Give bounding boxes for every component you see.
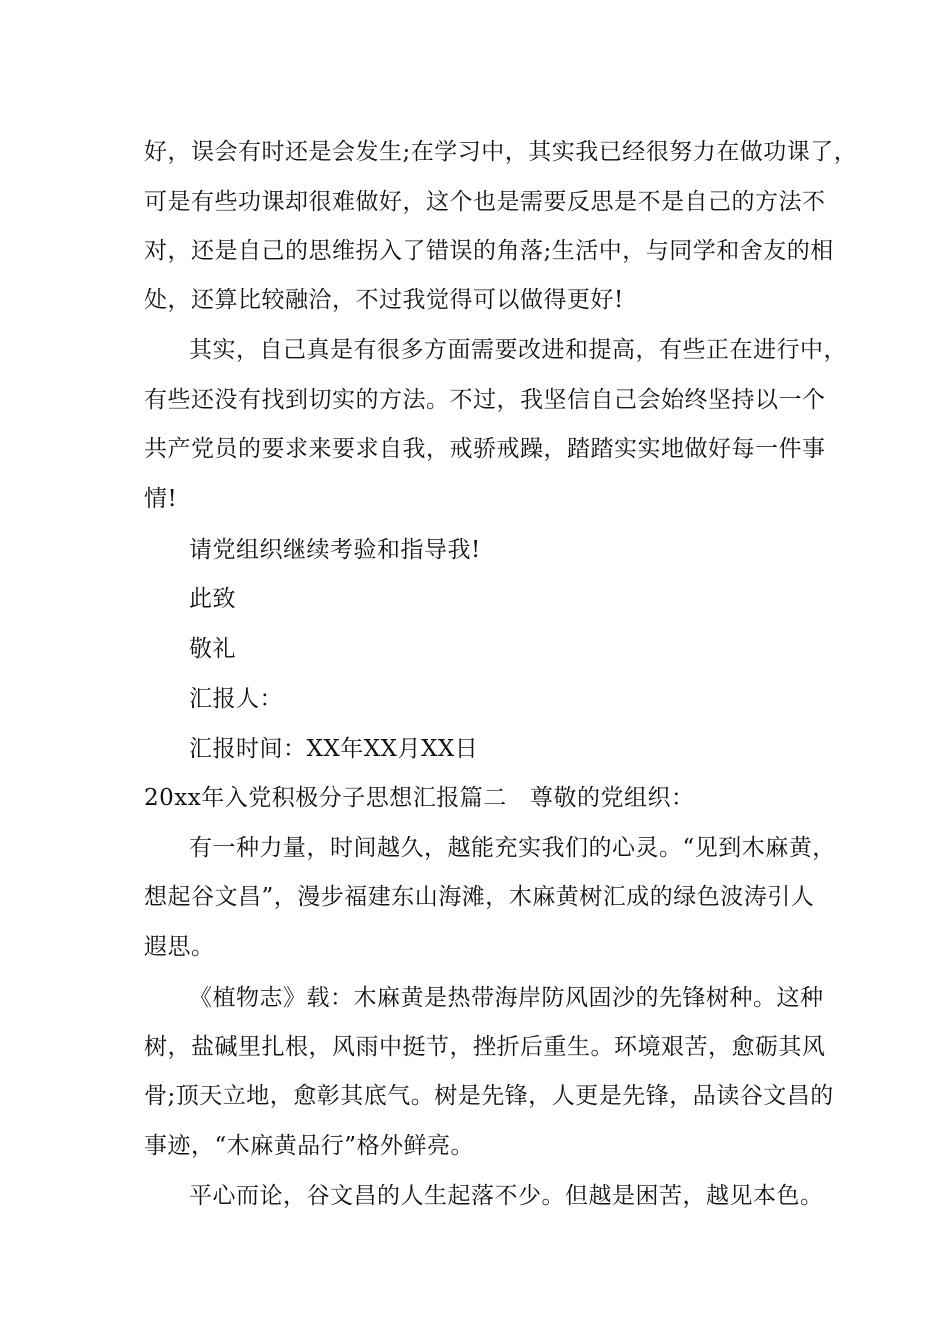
paragraph-line: 共产党员的要求来要求自我，戒骄戒躁，踏踏实实地做好每一件事 [144, 436, 826, 462]
paragraph-line: 有些还没有找到切实的方法。不过，我坚信自己会始终坚持以一个 [144, 387, 826, 413]
report-time: 汇报时间：XX年XX月XX日 [189, 736, 479, 762]
paragraph-line: 骨;顶天立地，愈彰其底气。树是先锋，人更是先锋，品读谷文昌的 [144, 1083, 834, 1109]
paragraph-line: 情! [144, 486, 178, 512]
paragraph-line: 想起谷文昌”，漫步福建东山海滩，木麻黄树汇成的绿色波涛引人 [144, 884, 815, 910]
paragraph-line: 其实，自己真是有很多方面需要改进和提高，有些正在进行中， [189, 337, 847, 363]
paragraph-line: 《植物志》载：木麻黄是热带海岸防风固沙的先锋树种。这种 [189, 985, 824, 1011]
paragraph-line: 可是有些功课却很难做好，这个也是需要反思是不是自己的方法不 [144, 189, 826, 215]
reporter-label: 汇报人： [189, 686, 283, 712]
greeting: 尊敬的党组织： [530, 785, 695, 811]
closing-salutation: 此致 [189, 586, 236, 612]
paragraph-line: 事迹，“木麻黄品行”格外鲜亮。 [144, 1133, 475, 1159]
paragraph-line: 对，还是自己的思维拐入了错误的角落;生活中，与同学和舍友的相 [144, 238, 834, 264]
section-title: 20xx年入党积极分子思想汇报篇二 [144, 785, 507, 811]
paragraph-line: 好，误会有时还是会发生;在学习中，其实我已经很努力在做功课了， [144, 139, 858, 165]
closing-salutation: 敬礼 [189, 636, 236, 662]
paragraph-line: 树，盐碱里扎根，风雨中挺节，挫折后重生。环境艰苦，愈砺其风 [144, 1034, 826, 1060]
paragraph-line: 平心而论，谷文昌的人生起落不少。但越是困苦，越见本色。 [189, 1183, 824, 1209]
paragraph-line: 有一种力量，时间越久，越能充实我们的心灵。“见到木麻黄， [189, 835, 836, 861]
paragraph-line: 遐思。 [144, 934, 215, 960]
closing-request: 请党组织继续考验和指导我! [189, 537, 481, 563]
paragraph-line: 处，还算比较融洽，不过我觉得可以做得更好! [144, 287, 624, 313]
